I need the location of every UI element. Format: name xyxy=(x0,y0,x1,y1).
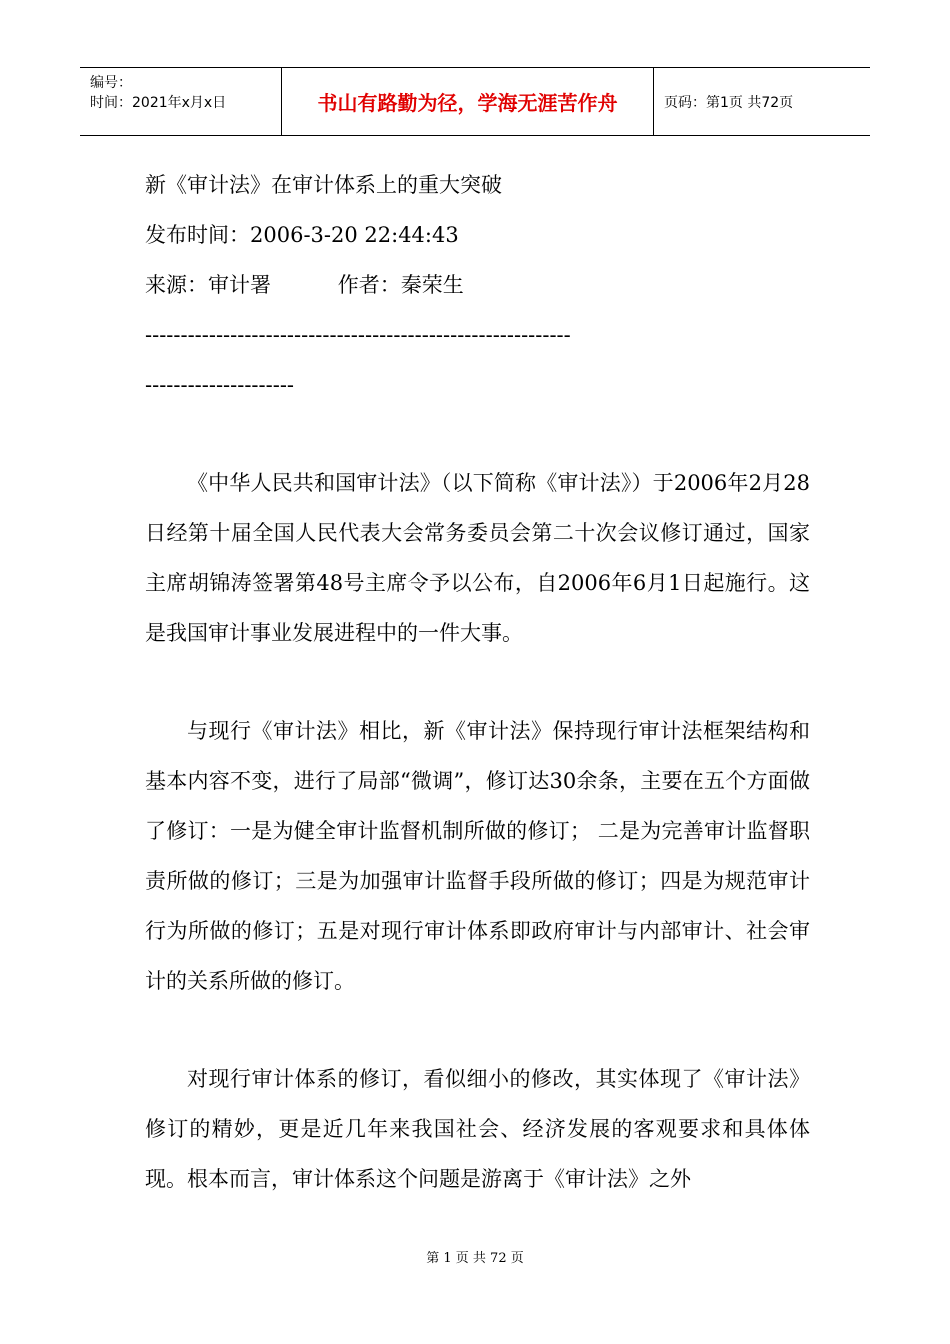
source-author: 来源：审计署 作者：秦荣生 xyxy=(145,273,464,297)
number-label: 编号： xyxy=(90,75,132,91)
article-title: 新《审计法》在审计体系上的重大突破 xyxy=(145,173,502,197)
page-footer: 第 1 页 共 72 页 xyxy=(426,1251,524,1266)
separator-line-1: ------------------------------------------------------------ xyxy=(145,323,571,347)
paragraph-1: 《中华人民共和国审计法》（以下简称《审计法》）于2006年2月28日经第十届全国人民代表大会常务委员会第二十次会议修订通过，国家主席胡锦涛签署第48号主席令予以公布，自2006年6月1日起施行。这是我国审计事业发展进程中的一件大事。 xyxy=(145,471,810,645)
document-header xyxy=(80,67,870,136)
header-meta-cell xyxy=(80,68,282,135)
paragraph-2: 与现行《审计法》相比，新《审计法》保持现行审计法框架结构和基本内容不变，进行了局部“微调”，修订达30余条，主要在五个方面做了修订：一是为健全审计监督机制所做的修订； 二是为完善审计监督职责所做的修订；三是为加强审计监督手段所做的修订；四是为规范审计行为所做的修订；五是对现行审计体系即政府审计与内部审计、社会审计的关系所做的修订。 xyxy=(145,719,810,993)
paragraph-3: 对现行审计体系的修订，看似细小的修改，其实体现了《审计法》修订的精妙，更是近几年来我国社会、经济发展的客观要求和具体体现。根本而言，审计体系这个问题是游离于《审计法》之外 xyxy=(145,1067,810,1191)
header-motto: 书山有路勤为径，学海无涯苦作舟 xyxy=(282,68,654,135)
article-body xyxy=(145,160,810,1204)
publish-time: 发布时间：2006-3-20 22:44:43 xyxy=(145,223,459,247)
header-page-info: 页码：第1页 共72页 xyxy=(664,94,794,111)
separator-line-2: --------------------- xyxy=(145,373,295,397)
time-label: 时间：2021年x月x日 xyxy=(90,95,227,111)
